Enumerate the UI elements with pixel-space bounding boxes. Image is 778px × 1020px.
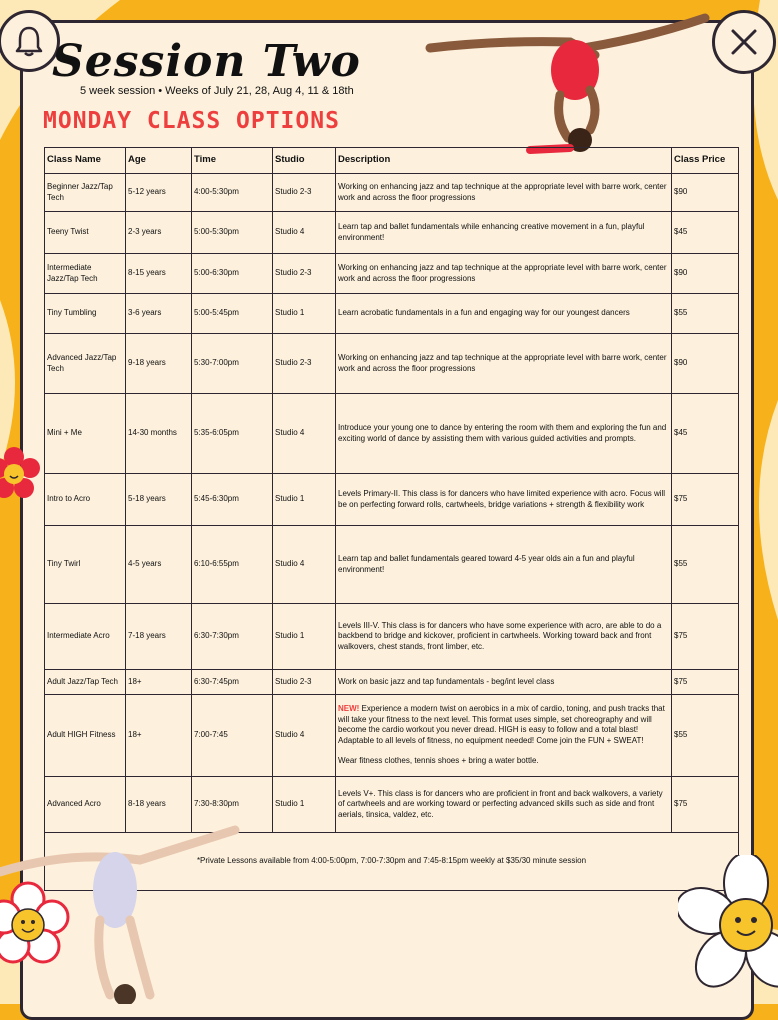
flower-icon-bottom-left xyxy=(0,875,76,980)
class-description xyxy=(336,695,672,777)
close-button[interactable] xyxy=(712,10,776,74)
class-options-table xyxy=(44,147,739,891)
class-age: 4-5 years xyxy=(126,526,192,604)
class-description: Levels Primary-II. This class is for dancers who have limited experience with acro. Focus will be on perfecting forward rolls, cartwheels, bridge variations + strength & flexibility work xyxy=(336,474,672,526)
dancer-image-top xyxy=(420,10,715,165)
class-studio: Studio 4 xyxy=(273,212,336,254)
class-studio: Studio 2-3 xyxy=(273,254,336,294)
page-title: Session Two xyxy=(52,36,361,87)
class-description: Learn tap and ballet fundamentals while enhancing creative movement in a fun, playful environment! xyxy=(336,212,672,254)
class-description: Levels V+. This class is for dancers who are proficient in front and back walkovers, a variety of cartwheels and are working toward or perfecting advanced skills such as side and front aerials, tinsica, valdez, etc. xyxy=(336,777,672,833)
class-studio: Studio 4 xyxy=(273,526,336,604)
table-row xyxy=(45,474,739,526)
col-header-price: Class Price xyxy=(672,148,739,174)
class-price: $45 xyxy=(672,212,739,254)
class-age: 8-15 years xyxy=(126,254,192,294)
class-price: $45 xyxy=(672,394,739,474)
class-time: 5:30-7:00pm xyxy=(192,334,273,394)
flower-icon-left xyxy=(0,444,46,504)
class-studio: Studio 2-3 xyxy=(273,334,336,394)
class-name: Advanced Acro xyxy=(45,777,126,833)
col-header-time: Time xyxy=(192,148,273,174)
table-row xyxy=(45,670,739,695)
class-time: 6:30-7:45pm xyxy=(192,670,273,695)
class-name: Tiny Tumbling xyxy=(45,294,126,334)
class-name: Intro to Acro xyxy=(45,474,126,526)
col-header-class-name: Class Name xyxy=(45,148,126,174)
class-time: 5:35-6:05pm xyxy=(192,394,273,474)
close-icon xyxy=(730,28,758,56)
class-description: Working on enhancing jazz and tap technique at the appropriate level with barre work, center work and across the floor progressions xyxy=(336,334,672,394)
col-header-age: Age xyxy=(126,148,192,174)
class-price: $75 xyxy=(672,604,739,670)
table-row xyxy=(45,294,739,334)
class-name: Adult Jazz/Tap Tech xyxy=(45,670,126,695)
class-description: Working on enhancing jazz and tap technique at the appropriate level with barre work, center work and across the floor progressions xyxy=(336,254,672,294)
class-name: Intermediate Jazz/Tap Tech xyxy=(45,254,126,294)
class-age: 5-18 years xyxy=(126,474,192,526)
class-name: Intermediate Acro xyxy=(45,604,126,670)
class-description: Learn acrobatic fundamentals in a fun and engaging way for our youngest dancers xyxy=(336,294,672,334)
class-description: Work on basic jazz and tap fundamentals - beg/int level class xyxy=(336,670,672,695)
class-studio: Studio 4 xyxy=(273,695,336,777)
class-time: 5:45-6:30pm xyxy=(192,474,273,526)
class-age: 9-18 years xyxy=(126,334,192,394)
class-time: 6:30-7:30pm xyxy=(192,604,273,670)
session-dates: 5 week session • Weeks of July 21, 28, Aug 4, 11 & 18th xyxy=(80,85,354,97)
class-studio: Studio 1 xyxy=(273,604,336,670)
class-name: Advanced Jazz/Tap Tech xyxy=(45,334,126,394)
class-time: 5:00-6:30pm xyxy=(192,254,273,294)
class-age: 8-18 years xyxy=(126,777,192,833)
class-name: Adult HIGH Fitness xyxy=(45,695,126,777)
class-age: 3-6 years xyxy=(126,294,192,334)
class-price: $90 xyxy=(672,334,739,394)
col-header-studio: Studio xyxy=(273,148,336,174)
table-row xyxy=(45,526,739,604)
flower-icon-bottom-right xyxy=(678,855,778,1004)
class-studio: Studio 1 xyxy=(273,474,336,526)
class-age: 18+ xyxy=(126,670,192,695)
class-age: 7-18 years xyxy=(126,604,192,670)
class-description: Levels III-V. This class is for dancers who have some experience with acro, are able to do a backbend to bridge and kickover, proficient in cartwheels. Working toward back and front walkovers, chest stands, front limber, etc. xyxy=(336,604,672,670)
class-studio: Studio 1 xyxy=(273,777,336,833)
bell-icon xyxy=(12,24,46,58)
class-name: Mini + Me xyxy=(45,394,126,474)
class-name: Teeny Twist xyxy=(45,212,126,254)
col-header-description: Description xyxy=(336,148,672,174)
notification-button[interactable] xyxy=(0,10,60,72)
class-name: Beginner Jazz/Tap Tech xyxy=(45,174,126,212)
class-time: 7:00-7:45 xyxy=(192,695,273,777)
table-row xyxy=(45,604,739,670)
class-price: $55 xyxy=(672,695,739,777)
table-row xyxy=(45,254,739,294)
class-age: 18+ xyxy=(126,695,192,777)
private-lessons-note: *Private Lessons available from 4:00-5:00pm, 7:00-7:30pm and 7:45-8:15pm weekly at $35/30 minute session xyxy=(45,833,739,891)
class-age: 2-3 years xyxy=(126,212,192,254)
class-price: $75 xyxy=(672,670,739,695)
class-time: 6:10-6:55pm xyxy=(192,526,273,604)
class-time: 4:00-5:30pm xyxy=(192,174,273,212)
new-badge: NEW! xyxy=(338,704,360,714)
table-row xyxy=(45,394,739,474)
class-price: $55 xyxy=(672,526,739,604)
class-studio: Studio 4 xyxy=(273,394,336,474)
description-text: Experience a modern twist on aerobics in a mix of cardio, toning, and push tracks that will take your fitness to the next level. This format uses simple, set choreography and will become the cardio workout you never dread. HIGH is easy to follow and a total blast! Adaptable to all levels of fitness, no equipment needed! Come join the FUN + SWEAT! xyxy=(338,704,665,745)
class-price: $90 xyxy=(672,174,739,212)
class-time: 5:00-5:30pm xyxy=(192,212,273,254)
table-row xyxy=(45,695,739,777)
description-extra: Wear fitness clothes, tennis shoes + bring a water bottle. xyxy=(338,756,539,766)
class-age: 5-12 years xyxy=(126,174,192,212)
class-age: 14-30 months xyxy=(126,394,192,474)
class-studio: Studio 2-3 xyxy=(273,174,336,212)
class-studio: Studio 2-3 xyxy=(273,670,336,695)
class-price: $75 xyxy=(672,474,739,526)
class-description: Introduce your young one to dance by entering the room with them and exploring the fun and exciting world of dance by assisting them with various guided activities and prompts. xyxy=(336,394,672,474)
class-price: $75 xyxy=(672,777,739,833)
section-heading: MONDAY CLASS OPTIONS xyxy=(43,108,340,134)
table-row xyxy=(45,334,739,394)
class-studio: Studio 1 xyxy=(273,294,336,334)
class-description: Working on enhancing jazz and tap technique at the appropriate level with barre work, center work and across the floor progressions xyxy=(336,174,672,212)
class-time: 5:00-5:45pm xyxy=(192,294,273,334)
table-row xyxy=(45,212,739,254)
class-price: $90 xyxy=(672,254,739,294)
class-name: Tiny Twirl xyxy=(45,526,126,604)
class-description: Learn tap and ballet fundamentals geared toward 4-5 year olds ain a fun and playful environment! xyxy=(336,526,672,604)
class-price: $55 xyxy=(672,294,739,334)
class-time: 7:30-8:30pm xyxy=(192,777,273,833)
table-header-row xyxy=(45,148,739,174)
table-row xyxy=(45,174,739,212)
